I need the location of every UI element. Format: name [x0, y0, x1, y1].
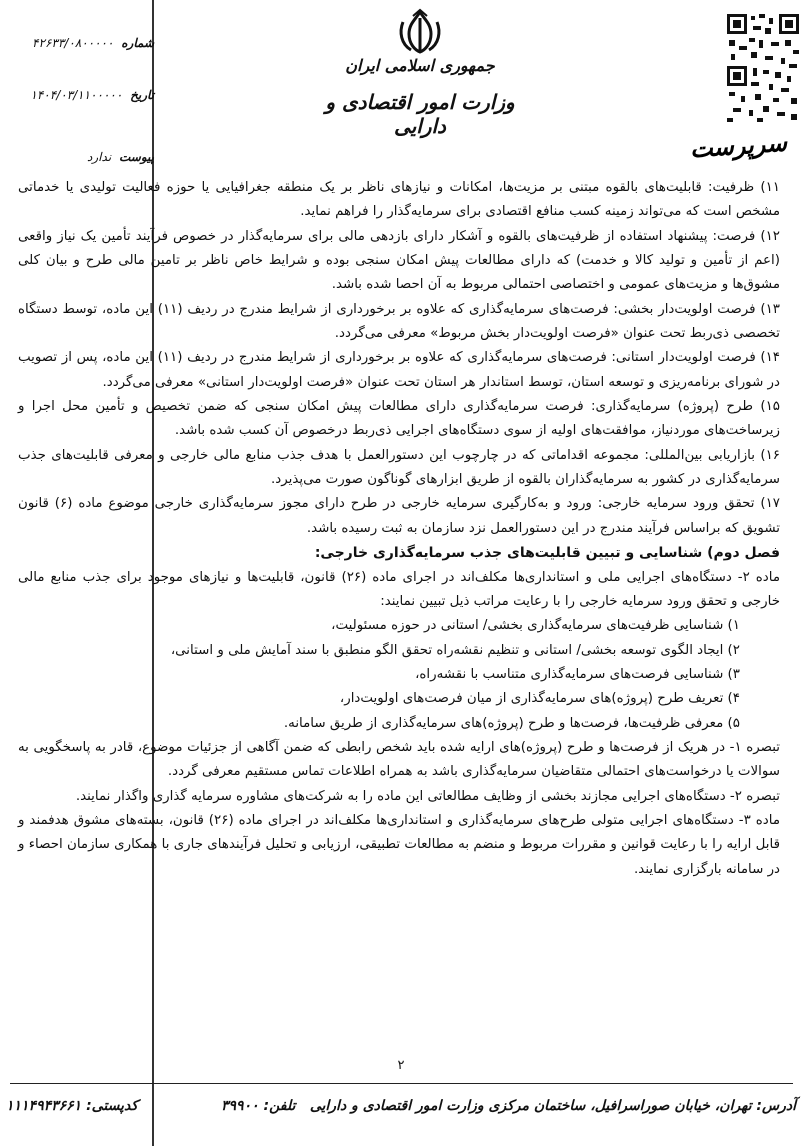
article-2-list-item: ۱) شناسایی ظرفیت‌های سرمایه‌گذاری بخشی/ استانی در حوزه مسئولیت، — [331, 618, 740, 634]
chapter-two-heading: فصل دوم) شناسایی و تبیین قابلیت‌های جذب سرمایه‌گذاری خارجی: — [314, 545, 780, 562]
document-body — [18, 176, 780, 882]
footer-phone: تلفن: ۳۹۹۰۰ — [221, 1098, 296, 1114]
letter-date-label: تاریخ — [130, 88, 154, 102]
definition-item-15: ۱۵) طرح (پروژه) سرمایه‌گذاری: فرصت سرمایه‌گذاری دارای مطالعات پیش امکان سنجی که ضمن تخصیص و تأمین محل اجرا و زیرساخت‌های موردنیاز، موافقت‌های اولیه از سوی دستگاه‌های اجرایی ذی‌ربط درخصوص آن کسب شده باشد. — [18, 399, 780, 439]
definition-item-13: ۱۳) فرصت اولویت‌دار بخشی: فرصت‌های سرمایه‌گذاری که علاوه بر برخورداری از شرایط مندرج در ردیف (۱۱) این ماده، توسط دستگاه تخصصی ذی‌ربط تحت عنوان «فرصت اولویت‌دار بخش مربوط» معرفی می‌گردد. — [18, 301, 780, 342]
page-number: ۲ — [397, 1058, 405, 1073]
article-2: ماده ۲- دستگاه‌های اجرایی ملی و استانداری‌ها مکلف‌اند در اجرای ماده (۲۶) قانون، قابلیت‌ها و نیازهای موجود برای جذب منابع مالی خارجی و تحقق ورود سرمایه خارجی را با رعایت مراتب ذیل تبیین نمایند: — [18, 569, 780, 609]
definition-item-12: ۱۲) فرصت: پیشنهاد استفاده از ظرفیت‌های بالقوه و آشکار دارای بازدهی مالی برای سرمایه‌گذار در خصوص فرآیند تأمین یک نیاز واقعی (اعم از تأمین و تولید کالا و خدمت) که دارای مطالعات پیش امکان سنجی بوده و شرایط خاص ناظر بر تامین مالی طرح و بیان کلی مشوق‌ها و مزیت‌های عمومی و اختصاصی احتمالی مربوط به آن احصا شده باشد. — [18, 228, 780, 293]
definition-item-11: ۱۱) ظرفیت: قابلیت‌های بالقوه مبتنی بر مزیت‌ها، امکانات و نیازهای ناظر بر یک منطقه جغرافیایی یا حوزه فعالیت تولیدی یا خدماتی مشخص است که می‌تواند زمینه کسب منافع اقتصادی برای سرمایه‌گذار را فراهم نماید. — [18, 180, 780, 220]
footer-postal-code: کدپستی: ۱۱۱۴۹۴۳۶۶۱ — [6, 1098, 138, 1114]
article-2-list-item: ۲) ایجاد الگوی توسعه بخشی/ استانی و تنظیم نقشه‌راه تحقق الگو منطبق با سند آمایش ملی و استانی، — [170, 642, 740, 658]
article-2-list-item: ۵) معرفی ظرفیت‌ها، فرصت‌ها و طرح (پروژه)های سرمایه‌گذاری از طریق سامانه. — [283, 715, 740, 731]
letter-number-label: شماره — [121, 36, 154, 50]
qr-code-icon — [725, 12, 801, 124]
footer-address: آدرس: تهران، خیابان صوراسرافیل، ساختمان مرکزی وزارت امور اقتصادی و دارایی — [309, 1098, 796, 1114]
letter-date — [4, 88, 154, 102]
supervisor-stamp: سرپرست — [689, 128, 788, 164]
letter-attachment — [4, 150, 154, 164]
definition-item-17: ۱۷) تحقق ورود سرمایه خارجی: ورود و به‌کارگیری سرمایه خارجی در طرح دارای مجوز سرمایه‌گذاری خارجی موضوع ماده (۶) قانون تشویق که براساس فرآیند مندرج در این دستورالعمل نزد سازمان به ثبت رسیده باشد. — [18, 496, 780, 536]
definition-item-14: ۱۴) فرصت اولویت‌دار استانی: فرصت‌های سرمایه‌گذاری که علاوه بر برخورداری از شرایط مندرج در ردیف (۱۱) این ماده، پس از تصویب در شورای برنامه‌ریزی و توسعه استان، توسط استاندار هر استان تحت عنوان «فرصت اولویت‌دار استانی» معرفی می‌گردد. — [18, 350, 780, 390]
footer — [6, 1092, 796, 1132]
note-1: تبصره ۱- در هریک از فرصت‌ها و طرح (پروژه)های ارایه شده باید شخص رابطی که ضمن آگاهی از جزئیات موضوع، قادر به پاسخگویی به سوالات یا درخواست‌های احتمالی متقاضیان سرمایه‌گذاری باشد به همراه اطلاعات تماس مستقیم معرفی گردد. — [18, 739, 780, 780]
letter-attachment-value: ندارد — [87, 150, 112, 164]
letter-number — [4, 36, 154, 50]
letter-date-value: ۱۴۰۴/۰۳/۱۱۰۰۰۰۰ — [30, 88, 123, 102]
letter-number-value: ۴۲۶۳۳/۰۸۰۰۰۰۰ — [32, 36, 114, 50]
definition-item-16: ۱۶) بازاریابی بین‌المللی: مجموعه اقداماتی که در چارچوب این دستورالعمل با هدف جذب منابع مالی خارجی و معرفی قابلیت‌های جذب سرمایه‌گذاری در کشور به سرمایه‌گذاران بالقوه از طریق ابزارهای گوناگون صورت می‌پذیرد. — [18, 447, 780, 488]
letter-attachment-label: پیوست — [119, 150, 154, 164]
ministry-title: وزارت امور اقتصادی و دارایی — [325, 90, 515, 138]
article-2-list-item: ۳) شناسایی فرصت‌های سرمایه‌گذاری متناسب با نقشه‌راه، — [415, 666, 740, 682]
republic-title: جمهوری اسلامی ایران — [345, 56, 495, 75]
emblem-icon — [395, 8, 445, 56]
footer-divider — [10, 1083, 793, 1084]
article-2-list-item: ۴) تعریف طرح (پروژه)های سرمایه‌گذاری از میان فرصت‌های اولویت‌دار، — [339, 691, 740, 707]
article-3: ماده ۳- دستگاه‌های اجرایی متولی طرح‌های سرمایه‌گذاری و استانداری‌ها مکلف‌اند در اجرای ماده (۲۶) قانون، بسته‌های مشوق هدفمند و قابل ارایه را با رعایت قوانین و مقررات مربوط و منضم به مطالعات تطبیقی، ارزیابی و تحلیل فرآیندهای جاری با همکاری سازمان احصاء و در سامانه بارگزاری نمایند. — [18, 812, 781, 877]
note-2: تبصره ۲- دستگاه‌های اجرایی مجازند بخشی از وظایف مطالعاتی این ماده را به شرکت‌های مشاوره سرمایه گذاری واگذار نمایند. — [75, 788, 780, 804]
